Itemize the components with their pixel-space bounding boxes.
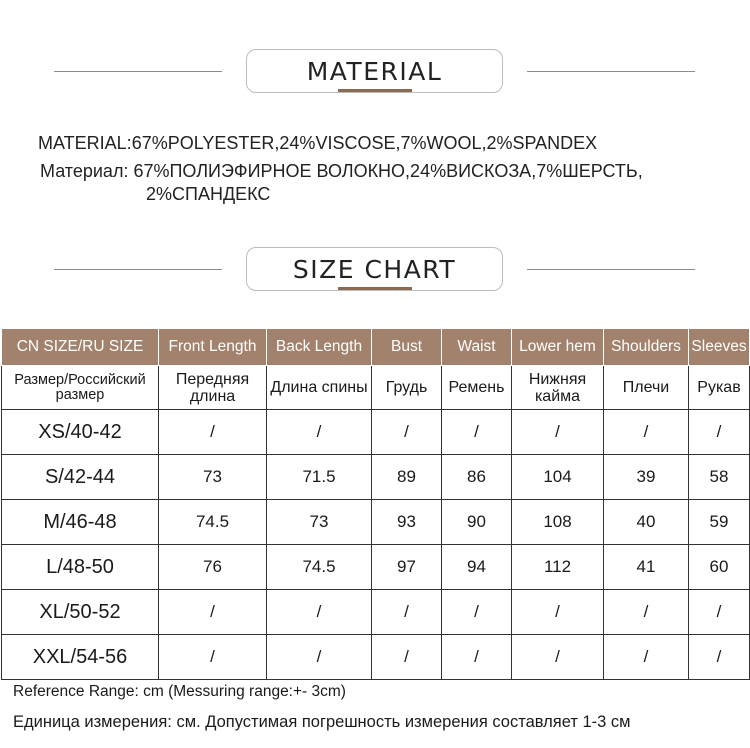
table-ru-header-row (2, 366, 750, 410)
divider-right (527, 269, 695, 270)
value-cell: / (267, 590, 372, 635)
value-cell: 94 (442, 545, 512, 590)
value-cell: / (159, 635, 267, 680)
value-cell: / (689, 635, 750, 680)
value-cell: 112 (512, 545, 604, 590)
material-en-label: MATERIAL: (38, 133, 132, 153)
material-ru-line (40, 161, 643, 182)
value-cell: / (442, 410, 512, 455)
size-chart-heading: SIZE CHART (246, 247, 503, 291)
value-cell: 104 (512, 455, 604, 500)
value-cell: 74.5 (267, 545, 372, 590)
value-cell: / (372, 410, 442, 455)
size-cell: XS/40-42 (2, 410, 159, 455)
size-chart-table (1, 328, 750, 680)
ru-header-lower-hem: Нижняя кайма (512, 366, 604, 410)
material-en-value: 67%POLYESTER,24%VISCOSE,7%WOOL,2%SPANDEX (131, 133, 598, 153)
header-sleeves: Sleeves (689, 329, 750, 366)
value-cell: / (267, 635, 372, 680)
table-row (2, 455, 750, 500)
divider-left (54, 71, 222, 72)
value-cell: 73 (159, 455, 267, 500)
value-cell: / (604, 635, 689, 680)
value-cell: / (372, 635, 442, 680)
size-cell: S/42-44 (2, 455, 159, 500)
table-row (2, 500, 750, 545)
divider-left (54, 269, 222, 270)
value-cell: / (512, 590, 604, 635)
value-cell: 60 (689, 545, 750, 590)
value-cell: 89 (372, 455, 442, 500)
heading-accent-bar (338, 287, 412, 290)
header-lower-hem: Lower hem (512, 329, 604, 366)
value-cell: 41 (604, 545, 689, 590)
material-section-header (0, 49, 750, 95)
header-size: CN SIZE/RU SIZE (2, 329, 159, 366)
value-cell: 108 (512, 500, 604, 545)
ru-header-waist: Ремень (442, 366, 512, 410)
header-front-length: Front Length (159, 329, 267, 366)
ru-header-back-length: Длина спины (267, 366, 372, 410)
size-cell: M/46-48 (2, 500, 159, 545)
ru-header-bust: Грудь (372, 366, 442, 410)
value-cell: / (159, 410, 267, 455)
material-en-line (38, 133, 597, 154)
value-cell: 74.5 (159, 500, 267, 545)
header-bust: Bust (372, 329, 442, 366)
value-cell: 93 (372, 500, 442, 545)
reference-range-en: Reference Range: cm (Messuring range:+- 3cm) (13, 683, 346, 700)
value-cell: / (512, 410, 604, 455)
table-header-row (2, 329, 750, 366)
value-cell: 40 (604, 500, 689, 545)
material-heading: MATERIAL (246, 49, 503, 93)
value-cell: 58 (689, 455, 750, 500)
value-cell: 39 (604, 455, 689, 500)
value-cell: / (159, 590, 267, 635)
material-ru-value-1: 67%ПОЛИЭФИРНОЕ ВОЛОКНО,24%ВИСКОЗА,7%ШЕРСТЬ, (133, 161, 643, 181)
value-cell: 73 (267, 500, 372, 545)
value-cell: / (689, 410, 750, 455)
table-row (2, 410, 750, 455)
value-cell: / (689, 590, 750, 635)
size-cell: L/48-50 (2, 545, 159, 590)
table-row (2, 590, 750, 635)
material-ru-label: Материал: (40, 161, 129, 181)
ru-header-sleeves: Рукав (689, 366, 750, 410)
value-cell: / (442, 590, 512, 635)
ru-header-size: Размер/Российский размер (2, 366, 159, 410)
header-shoulders: Shoulders (604, 329, 689, 366)
value-cell: 90 (442, 500, 512, 545)
divider-right (527, 71, 695, 72)
ru-header-front-length: Передняя длина (159, 366, 267, 410)
value-cell: 71.5 (267, 455, 372, 500)
heading-accent-bar (338, 89, 412, 92)
value-cell: / (512, 635, 604, 680)
value-cell: 59 (689, 500, 750, 545)
size-cell: XL/50-52 (2, 590, 159, 635)
header-back-length: Back Length (267, 329, 372, 366)
table-row (2, 545, 750, 590)
material-ru-value-2: 2%СПАНДЕКС (146, 184, 271, 204)
reference-range-ru: Единица измерения: см. Допустимая погрешность измерения составляет 1-3 см (13, 713, 631, 731)
header-waist: Waist (442, 329, 512, 366)
table-row (2, 635, 750, 680)
value-cell: / (604, 410, 689, 455)
size-cell: XXL/54-56 (2, 635, 159, 680)
value-cell: / (267, 410, 372, 455)
ru-header-shoulders: Плечи (604, 366, 689, 410)
value-cell: / (372, 590, 442, 635)
value-cell: / (604, 590, 689, 635)
value-cell: / (442, 635, 512, 680)
value-cell: 97 (372, 545, 442, 590)
size-chart-section-header (0, 247, 750, 293)
value-cell: 76 (159, 545, 267, 590)
value-cell: 86 (442, 455, 512, 500)
material-ru-line-2 (146, 184, 270, 205)
